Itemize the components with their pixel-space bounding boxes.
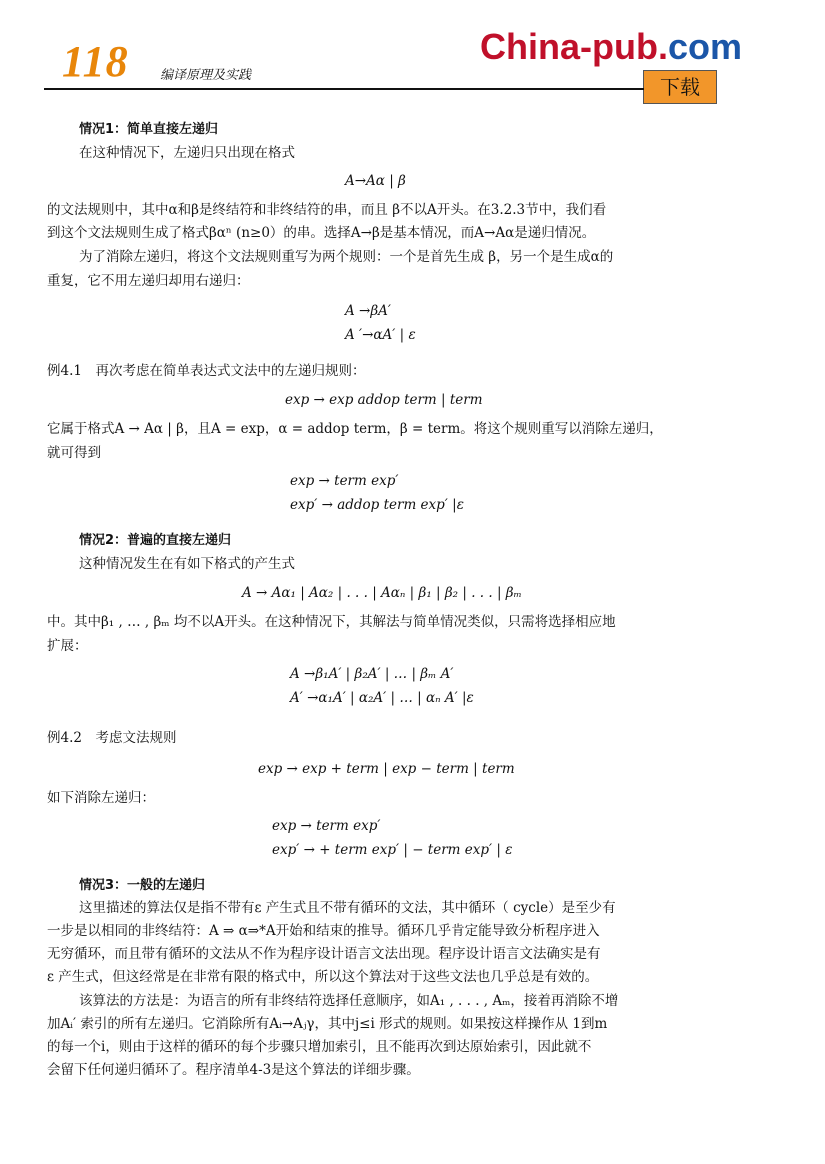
- text-line: 一步是以相同的非终结符：A ⇒ α⇒*A开始和结束的推导。循环几乎肯定能导致分析程序进入: [47, 923, 600, 939]
- text-line: 为了消除左递归，将这个文法规则重写为两个规则：一个是首先生成 β，另一个是生成α的: [79, 249, 614, 265]
- text-line: 无穷循环，而且带有循环的文法从不作为程序设计语言文法出现。程序设计语言文法确实是有: [47, 946, 601, 962]
- grammar-rule: exp → exp + term | exp − term | term: [258, 761, 515, 777]
- text-line: 会留下任何递归循环了。程序清单4-3是这个算法的详细步骤。: [47, 1062, 420, 1078]
- text-line: 如下消除左递归：: [47, 790, 155, 806]
- text-line: 重复，它不用左递归却用右递归：: [47, 273, 250, 289]
- grammar-rule: exp → term exp′: [272, 818, 381, 834]
- text-line: 例4.2 考虑文法规则: [47, 730, 177, 746]
- text-line: 这里描述的算法仅是指不带有ε 产生式且不带有循环的文法，其中循环（ cycle）是至少有: [79, 900, 616, 916]
- text-line: 它属于格式A → Aα | β，且A = exp，α = addop term，β = term。将这个规则重写以消除左递归，: [47, 421, 663, 437]
- grammar-rule: exp → exp addop term | term: [285, 392, 483, 408]
- logo-text: China-pub.: [480, 26, 668, 67]
- china-pub-logo[interactable]: [480, 26, 742, 68]
- grammar-rule: A ′→αA′ | ε: [345, 327, 416, 343]
- grammar-rule: A′ →α₁A′ | α₂A′ | … | αₙ A′ |ε: [290, 690, 474, 706]
- text-line: 的文法规则中，其中α和β是终结符和非终结符的串，而且 β不以A开头。在3.2.3节中，我们看: [47, 202, 607, 218]
- text-line: 到这个文法规则生成了格式βαⁿ (n≥0）的串。选择A→β是基本情况，而A→Aα是递归情况。: [47, 225, 596, 241]
- grammar-rule: A→Aα | β: [345, 173, 406, 189]
- header-rule: [44, 88, 644, 90]
- section-heading: 情况3：一般的左递归: [79, 878, 206, 893]
- grammar-rule: exp → term exp′: [290, 473, 399, 489]
- text-line: 在这种情况下，左递归只出现在格式: [79, 145, 295, 161]
- page-number: 118: [62, 37, 129, 86]
- text-line: 就可得到: [47, 445, 101, 461]
- grammar-rule: exp′ → addop term exp′ |ε: [290, 497, 464, 513]
- text-line: 中。其中β₁ , … , βₘ 均不以A开头。在这种情况下，其解法与简单情况类似，只需将选择相应地: [47, 614, 616, 630]
- grammar-rule: A →βA′: [345, 303, 391, 319]
- grammar-rule: exp′ → + term exp′ | − term exp′ | ε: [272, 842, 513, 858]
- text-line: 扩展：: [47, 638, 88, 654]
- text-line: 该算法的方法是：为语言的所有非终结符选择任意顺序，如A₁ , . . . , Aₘ，接着再消除不增: [79, 993, 619, 1009]
- grammar-rule: A →β₁A′ | β₂A′ | … | βₘ A′: [290, 666, 454, 682]
- grammar-rule: A → Aα₁ | Aα₂ | . . . | Aαₙ | β₁ | β₂ | . . . | βₘ: [242, 585, 522, 601]
- section-heading: 情况1：简单直接左递归: [79, 122, 219, 137]
- text-line: 的每一个i，则由于这样的循环的每个步骤只增加索引，且不能再次到达原始索引，因此就不: [47, 1039, 592, 1055]
- download-badge[interactable]: 下载: [643, 70, 717, 104]
- text-line: 加Aᵢ′ 索引的所有左递归。它消除所有Aᵢ→Aⱼγ，其中j≤i 形式的规则。如果按这样操作从 1到m: [47, 1016, 608, 1032]
- section-heading: 情况2：普遍的直接左递归: [79, 533, 232, 548]
- text-line: 例4.1 再次考虑在简单表达式文法中的左递归规则：: [47, 363, 366, 379]
- text-line: 这种情况发生在有如下格式的产生式: [79, 556, 295, 572]
- logo-com: com: [667, 26, 742, 67]
- book-title: 编译原理及实践: [160, 68, 252, 83]
- text-line: ε 产生式，但这经常是在非常有限的格式中，所以这个算法对于这些文法也几乎总是有效的。: [47, 969, 599, 985]
